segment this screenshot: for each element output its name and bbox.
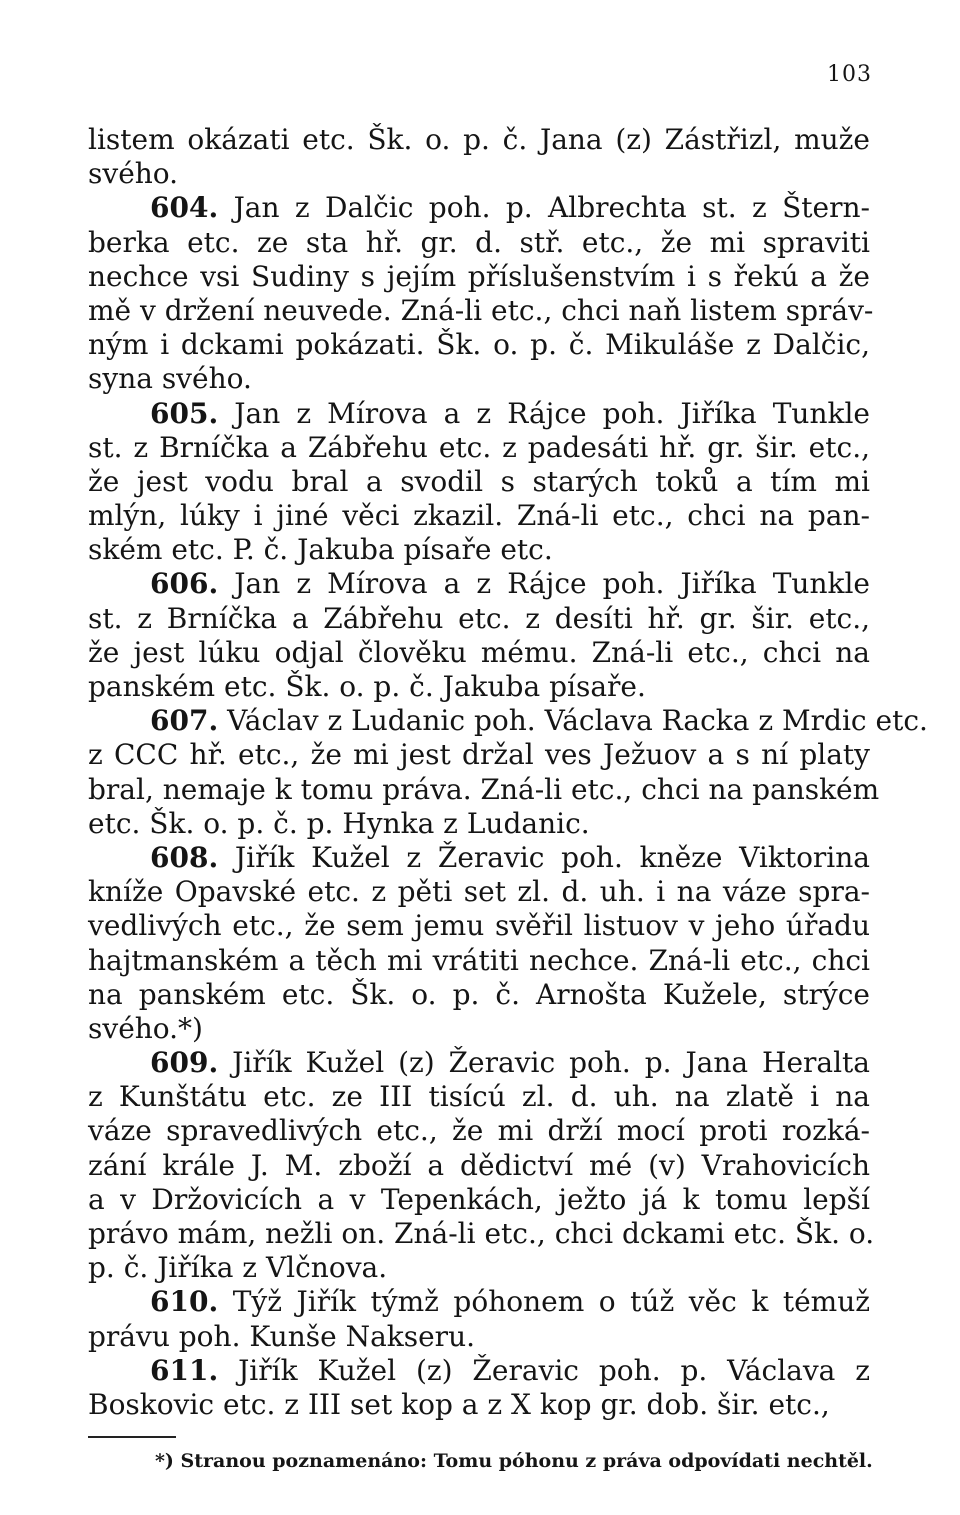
line-text: st. z Brníčka a Zábřehu etc. z desíti hř. gr. šir. etc., xyxy=(88,601,870,635)
line-text: listem okázati etc. Šk. o. p. č. Jana (z) Zástřizl, muže xyxy=(88,123,870,156)
text-line xyxy=(88,1080,870,1114)
text-line xyxy=(88,841,870,875)
text-line xyxy=(88,909,870,943)
text-line xyxy=(88,328,870,362)
text-line xyxy=(88,670,870,704)
line-text: etc. Šk. o. p. č. p. Hynka z Ludanic. xyxy=(88,806,590,840)
line-text: Václav z Ludanic poh. Václava Racka z Mrdic etc. xyxy=(218,704,928,738)
line-text: právu poh. Kunše Nakseru. xyxy=(88,1319,475,1353)
line-text: a v Držovicích a v Tepenkách, ježto já k tomu lepší xyxy=(88,1182,870,1216)
text-line xyxy=(88,260,870,294)
line-text: Jiřík Kužel z Žeravic poh. kněze Viktorina xyxy=(218,840,870,874)
line-text: bral, nemaje k tomu práva. Zná-li etc., chci na panském xyxy=(88,772,880,806)
line-text: svého.*) xyxy=(88,1011,203,1045)
line-text: že jest vodu bral a svodil s starých toků a tím mi xyxy=(88,464,870,498)
text-line xyxy=(88,875,870,909)
line-text: z CCC hř. etc., že mi jest držal ves Ježuov a s ní platy xyxy=(88,738,870,772)
line-text: nechce vsi Sudiny s jejím příslušenstvím i s řekú a že xyxy=(88,259,870,293)
line-text: p. č. Jiříka z Vlčnova. xyxy=(88,1251,388,1285)
text-line xyxy=(88,1285,870,1319)
footnote: *) Stranou poznamenáno: Tomu póhonu z práva odpovídati nechtěl. xyxy=(155,1450,873,1472)
line-text: Boskovic etc. z III set kop a z X kop gr. dob. šir. etc., xyxy=(88,1387,830,1421)
line-text: Jiřík Kužel (z) Žeravic poh. p. Václava z xyxy=(218,1353,870,1387)
text-line xyxy=(88,636,870,670)
text-line xyxy=(88,191,870,225)
line-text: kníže Opavské etc. z pěti set zl. d. uh. i na váze spra- xyxy=(88,875,870,909)
text-line xyxy=(88,1149,870,1183)
line-text: svého. xyxy=(88,157,179,191)
line-text: Jan z Mírova a z Rájce poh. Jiříka Tunkle xyxy=(218,567,870,601)
line-text: na panském etc. Šk. o. p. č. Arnošta Kužele, strýce xyxy=(88,977,870,1011)
text-line xyxy=(88,226,870,260)
line-text: ným i dckami pokázati. Šk. o. p. č. Mikuláše z Dalčic, xyxy=(88,328,870,362)
entry-number: 610. xyxy=(150,1285,219,1319)
text-line xyxy=(88,1388,870,1422)
text-line xyxy=(88,123,870,157)
line-text: vedlivých etc., že sem jemu svěřil listuov v jeho úřadu xyxy=(88,909,870,943)
line-text: Jiřík Kužel (z) Žeravic poh. p. Jana Heralta xyxy=(218,1046,870,1080)
line-text: zání krále J. M. zboží a dědictví mé (v) Vrahovicích xyxy=(88,1148,870,1182)
line-text: Týž Jiřík týmž póhonem o túž věc k témuž xyxy=(218,1285,870,1319)
line-text: mlýn, lúky i jiné věci zkazil. Zná-li etc., chci na pan- xyxy=(88,499,870,533)
text-line xyxy=(88,1114,870,1148)
entry-number: 607. xyxy=(150,704,219,738)
text-line xyxy=(88,431,870,465)
footnote-rule xyxy=(88,1436,176,1438)
line-text: Jan z Dalčic poh. p. Albrechta st. z Štern- xyxy=(218,191,870,225)
text-line xyxy=(88,465,870,499)
line-text: st. z Brníčka a Zábřehu etc. z padesáti hř. gr. šir. etc., xyxy=(88,430,870,464)
entry-number: 605. xyxy=(150,396,219,430)
line-text: syna svého. xyxy=(88,362,252,396)
text-line xyxy=(88,1320,870,1354)
text-line xyxy=(88,1012,870,1046)
text-line xyxy=(88,533,870,567)
line-text: váze spravedlivých etc., že mi drží mocí proti rozká- xyxy=(88,1114,870,1148)
entry-number: 606. xyxy=(150,567,219,601)
text-line xyxy=(88,772,880,807)
text-line xyxy=(88,1354,870,1388)
body-text xyxy=(88,123,928,1422)
entry-number: 604. xyxy=(150,191,219,225)
line-text: panském etc. Šk. o. p. č. Jakuba písaře. xyxy=(88,670,646,703)
line-text: právo mám, nežli on. Zná-li etc., chci dckami etc. Šk. o. xyxy=(88,1217,875,1250)
text-line xyxy=(88,944,870,978)
text-line xyxy=(88,499,870,533)
line-text: Jan z Mírova a z Rájce poh. Jiříka Tunkle xyxy=(218,396,870,430)
text-line xyxy=(88,157,870,191)
line-text: že jest lúku odjal člověku mému. Zná-li etc., chci na xyxy=(88,635,870,669)
line-text: berka etc. ze sta hř. gr. d. stř. etc., že mi spraviti xyxy=(88,225,870,259)
text-line xyxy=(88,704,928,738)
text-line xyxy=(88,567,870,601)
text-line xyxy=(88,362,870,396)
text-line xyxy=(88,397,870,431)
entry-number: 611. xyxy=(150,1353,219,1387)
text-line xyxy=(88,807,870,841)
entry-number: 609. xyxy=(150,1046,219,1080)
line-text: mě v držení neuvede. Zná-li etc., chci naň listem správ- xyxy=(88,293,874,327)
page-number: 103 xyxy=(827,62,872,87)
text-line xyxy=(88,738,870,772)
entry-number: 608. xyxy=(150,840,219,874)
text-line xyxy=(88,1217,875,1251)
text-line xyxy=(88,978,870,1012)
line-text: ském etc. P. č. Jakuba písaře etc. xyxy=(88,533,553,567)
text-line xyxy=(88,1183,870,1217)
text-line xyxy=(88,293,874,328)
text-line xyxy=(88,1046,870,1080)
line-text: hajtmanském a těch mi vrátiti nechce. Zná-li etc., chci xyxy=(88,943,870,977)
text-line xyxy=(88,602,870,636)
text-line xyxy=(88,1251,870,1285)
line-text: z Kunštátu etc. ze III tisícú zl. d. uh. na zlatě i na xyxy=(88,1080,870,1114)
